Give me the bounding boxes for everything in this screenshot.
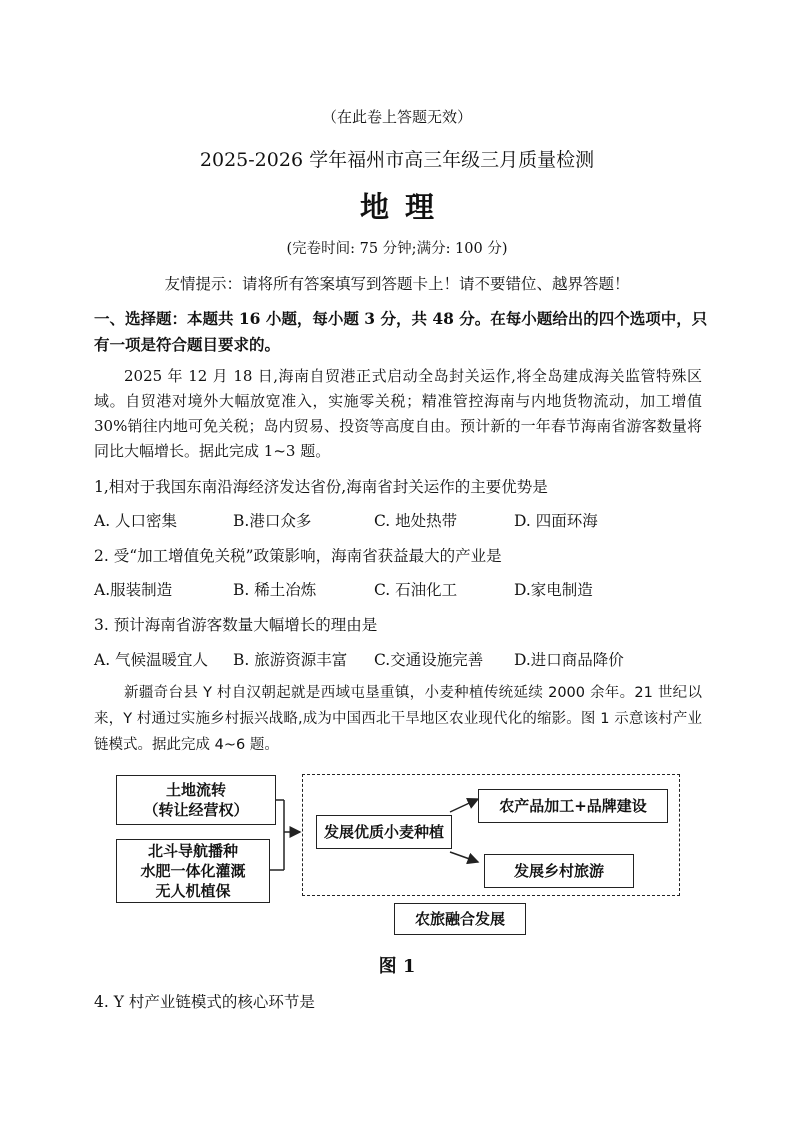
question-1-option-b[interactable]: B.港口众多	[233, 512, 312, 530]
subject-title: 地理	[359, 190, 450, 224]
question-4-stem: 4. Y 村产业链模式的核心环节是	[94, 993, 315, 1011]
question-3-option-c[interactable]: C.交通设施完善	[374, 651, 484, 669]
question-3-option-a[interactable]: A. 气候温暖宜人	[94, 651, 209, 669]
question-3-option-b[interactable]: B. 旅游资源丰富	[233, 651, 348, 669]
question-1-option-c[interactable]: C. 地处热带	[374, 512, 458, 530]
question-3-option-d[interactable]: D.进口商品降价	[514, 651, 624, 669]
box-technology-line1: 北斗导航播种	[147, 842, 238, 860]
section-heading: 一、选择题：本题共 16 小题，每小题 3 分，共 48 分。在每小题给出的四个选项中，只有一项是符合题目要求的。	[94, 309, 708, 354]
box-technology-line2: 水肥一体化灌溉	[140, 862, 246, 880]
question-2-stem: 2. 受“加工增值免关税”政策影响，海南省获益最大的产业是	[94, 547, 502, 565]
box-technology-line3: 无人机植保	[155, 882, 231, 900]
box-wheat-planting-label: 发展优质小麦种植	[323, 823, 444, 841]
exam-note: （在此卷上答题无效）	[321, 108, 472, 126]
box-agri-tourism-fusion-label: 农旅融合发展	[414, 910, 505, 928]
box-processing-brand	[478, 789, 668, 823]
friendly-tip: 友情提示：请将所有答案填写到答题卡上！请不要错位、越界答题！	[164, 275, 630, 293]
box-land-transfer-line2: （转让经营权）	[143, 801, 249, 819]
exam-title: 2025-2026 学年福州市高三年级三月质量检测	[199, 149, 595, 171]
box-wheat-planting	[316, 815, 452, 849]
box-rural-tourism-label: 发展乡村旅游	[513, 862, 604, 880]
question-2-option-c[interactable]: C. 石油化工	[374, 581, 458, 599]
box-land-transfer-line1: 土地流转	[165, 781, 226, 799]
question-2-option-d[interactable]: D.家电制造	[514, 581, 593, 599]
box-agri-tourism-fusion	[394, 903, 526, 935]
passage-qitai: 新疆奇台县 Y 村自汉朝起就是西域屯垦重镇，小麦种植传统延续 2000 余年。21 世纪以来，Y 村通过实施乡村振兴战略,成为中国西北干旱地区农业现代化的缩影。图 1 示意该村产业链模式。据此完成 4~6 题。	[94, 685, 702, 753]
question-3-stem: 3. 预计海南省游客数量大幅增长的理由是	[94, 616, 378, 634]
box-processing-brand-label: 农产品加工+品牌建设	[499, 797, 647, 815]
box-rural-tourism	[484, 854, 634, 888]
question-2-option-b[interactable]: B. 稀土冶炼	[233, 581, 317, 599]
time-info: (完卷时间: 75 分钟;满分: 100 分)	[286, 241, 508, 257]
question-1-stem: 1,相对于我国东南沿海经济发达省份,海南省封关运作的主要优势是	[94, 478, 548, 496]
figure-caption: 图 1	[378, 956, 416, 977]
passage-hainan: 2025 年 12 月 18 日,海南自贸港正式启动全岛封关运作,将全岛建成海关监管特殊区域。自贸港对境外大幅放宽准入，实施零关税；精准管控海南与内地货物流动，加工增值 30%销往内地可免关税；岛内贸易、投资等高度自由。预计新的一年春节海南省游客数量将同比大幅增长。据此完成 1~3 题。	[94, 367, 702, 460]
question-1-option-d[interactable]: D. 四面环海	[514, 512, 598, 530]
question-1-option-a[interactable]: A. 人口密集	[94, 512, 178, 530]
question-2-option-a[interactable]: A.服装制造	[94, 581, 173, 599]
